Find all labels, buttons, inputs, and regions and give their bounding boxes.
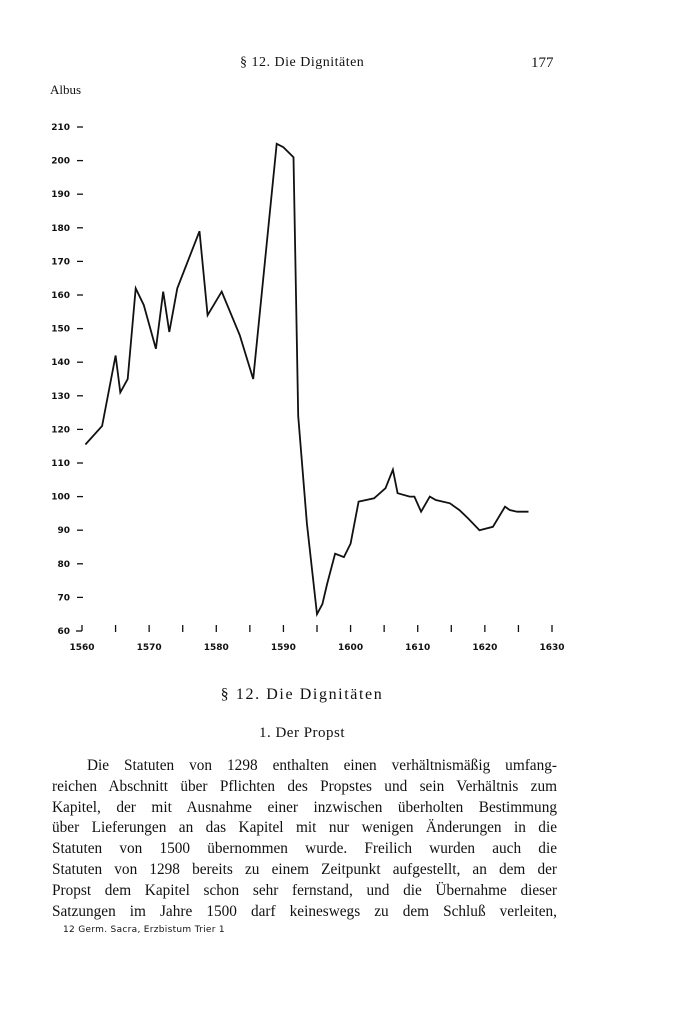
y-tick-label: 60 (57, 627, 70, 637)
y-tick-label: 140 (51, 358, 70, 369)
y-tick-label: 80 (57, 559, 70, 570)
y-tick-label: 150 (51, 324, 70, 335)
body-line: Statuten von 1500 übernommen wurde. Freilich wurden auch die (52, 840, 557, 858)
price-series-line (85, 144, 528, 614)
body-line: reichen Abschnitt über Pflichten des Propstes und sein Verhältnis zum (52, 777, 557, 795)
y-tick-label: 110 (51, 459, 70, 469)
body-line: Die Statuten von 1298 enthalten einen verhältnismäßig umfang- (87, 757, 557, 774)
running-head-title: § 12. Die Dignitäten (240, 55, 365, 70)
subsection-title: 1. Der Propst (258, 725, 346, 741)
y-tick-label: 160 (51, 291, 70, 301)
x-tick-label: 1630 (539, 643, 565, 653)
y-tick-label: 70 (57, 593, 70, 604)
body-line: über Lieferungen an das Kapitel mit nur wenigen Änderungen in die (52, 819, 557, 837)
body-line: Satzungen im Jahre 1500 darf keineswegs zu dem Schluß verleiten, (52, 902, 557, 920)
x-tick-label: 1590 (270, 643, 296, 653)
page-number: 177 (531, 55, 554, 71)
x-tick-label: 1570 (136, 643, 162, 653)
y-tick-label: 90 (57, 526, 70, 537)
x-tick-label: 1580 (203, 643, 229, 653)
body-paragraph (52, 756, 557, 922)
x-tick-label: 1610 (405, 643, 431, 653)
y-tick-label: 200 (51, 156, 70, 167)
y-tick-label: 130 (51, 391, 70, 402)
y-tick-label: 180 (51, 223, 70, 234)
y-tick-label: 190 (51, 190, 70, 201)
footnote: 12 Germ. Sacra, Erzbistum Trier 1 (63, 925, 225, 935)
x-tick-label: 1620 (472, 643, 498, 653)
y-axis (51, 123, 83, 637)
x-tick-label: 1600 (338, 643, 364, 653)
y-tick-label: 210 (51, 123, 70, 133)
y-tick-label: 120 (51, 425, 70, 436)
y-tick-label: 100 (51, 492, 70, 503)
section-title: § 12. Die Dignitäten (220, 686, 384, 703)
x-tick-label: 1560 (69, 643, 95, 653)
body-line: Propst dem Kapitel schon sehr fernstand, und die Übernahme dieser (52, 881, 557, 899)
body-line: Kapitel, der mit Ausnahme einer inzwischen überholten Bestimmung (52, 798, 557, 816)
body-line: Statuten von 1298 bereits zu einem Zeitpunkt aufgestellt, an dem der (52, 860, 557, 878)
y-axis-unit-label: Albus (50, 82, 82, 97)
x-axis (69, 625, 564, 653)
y-tick-label: 170 (51, 257, 70, 268)
